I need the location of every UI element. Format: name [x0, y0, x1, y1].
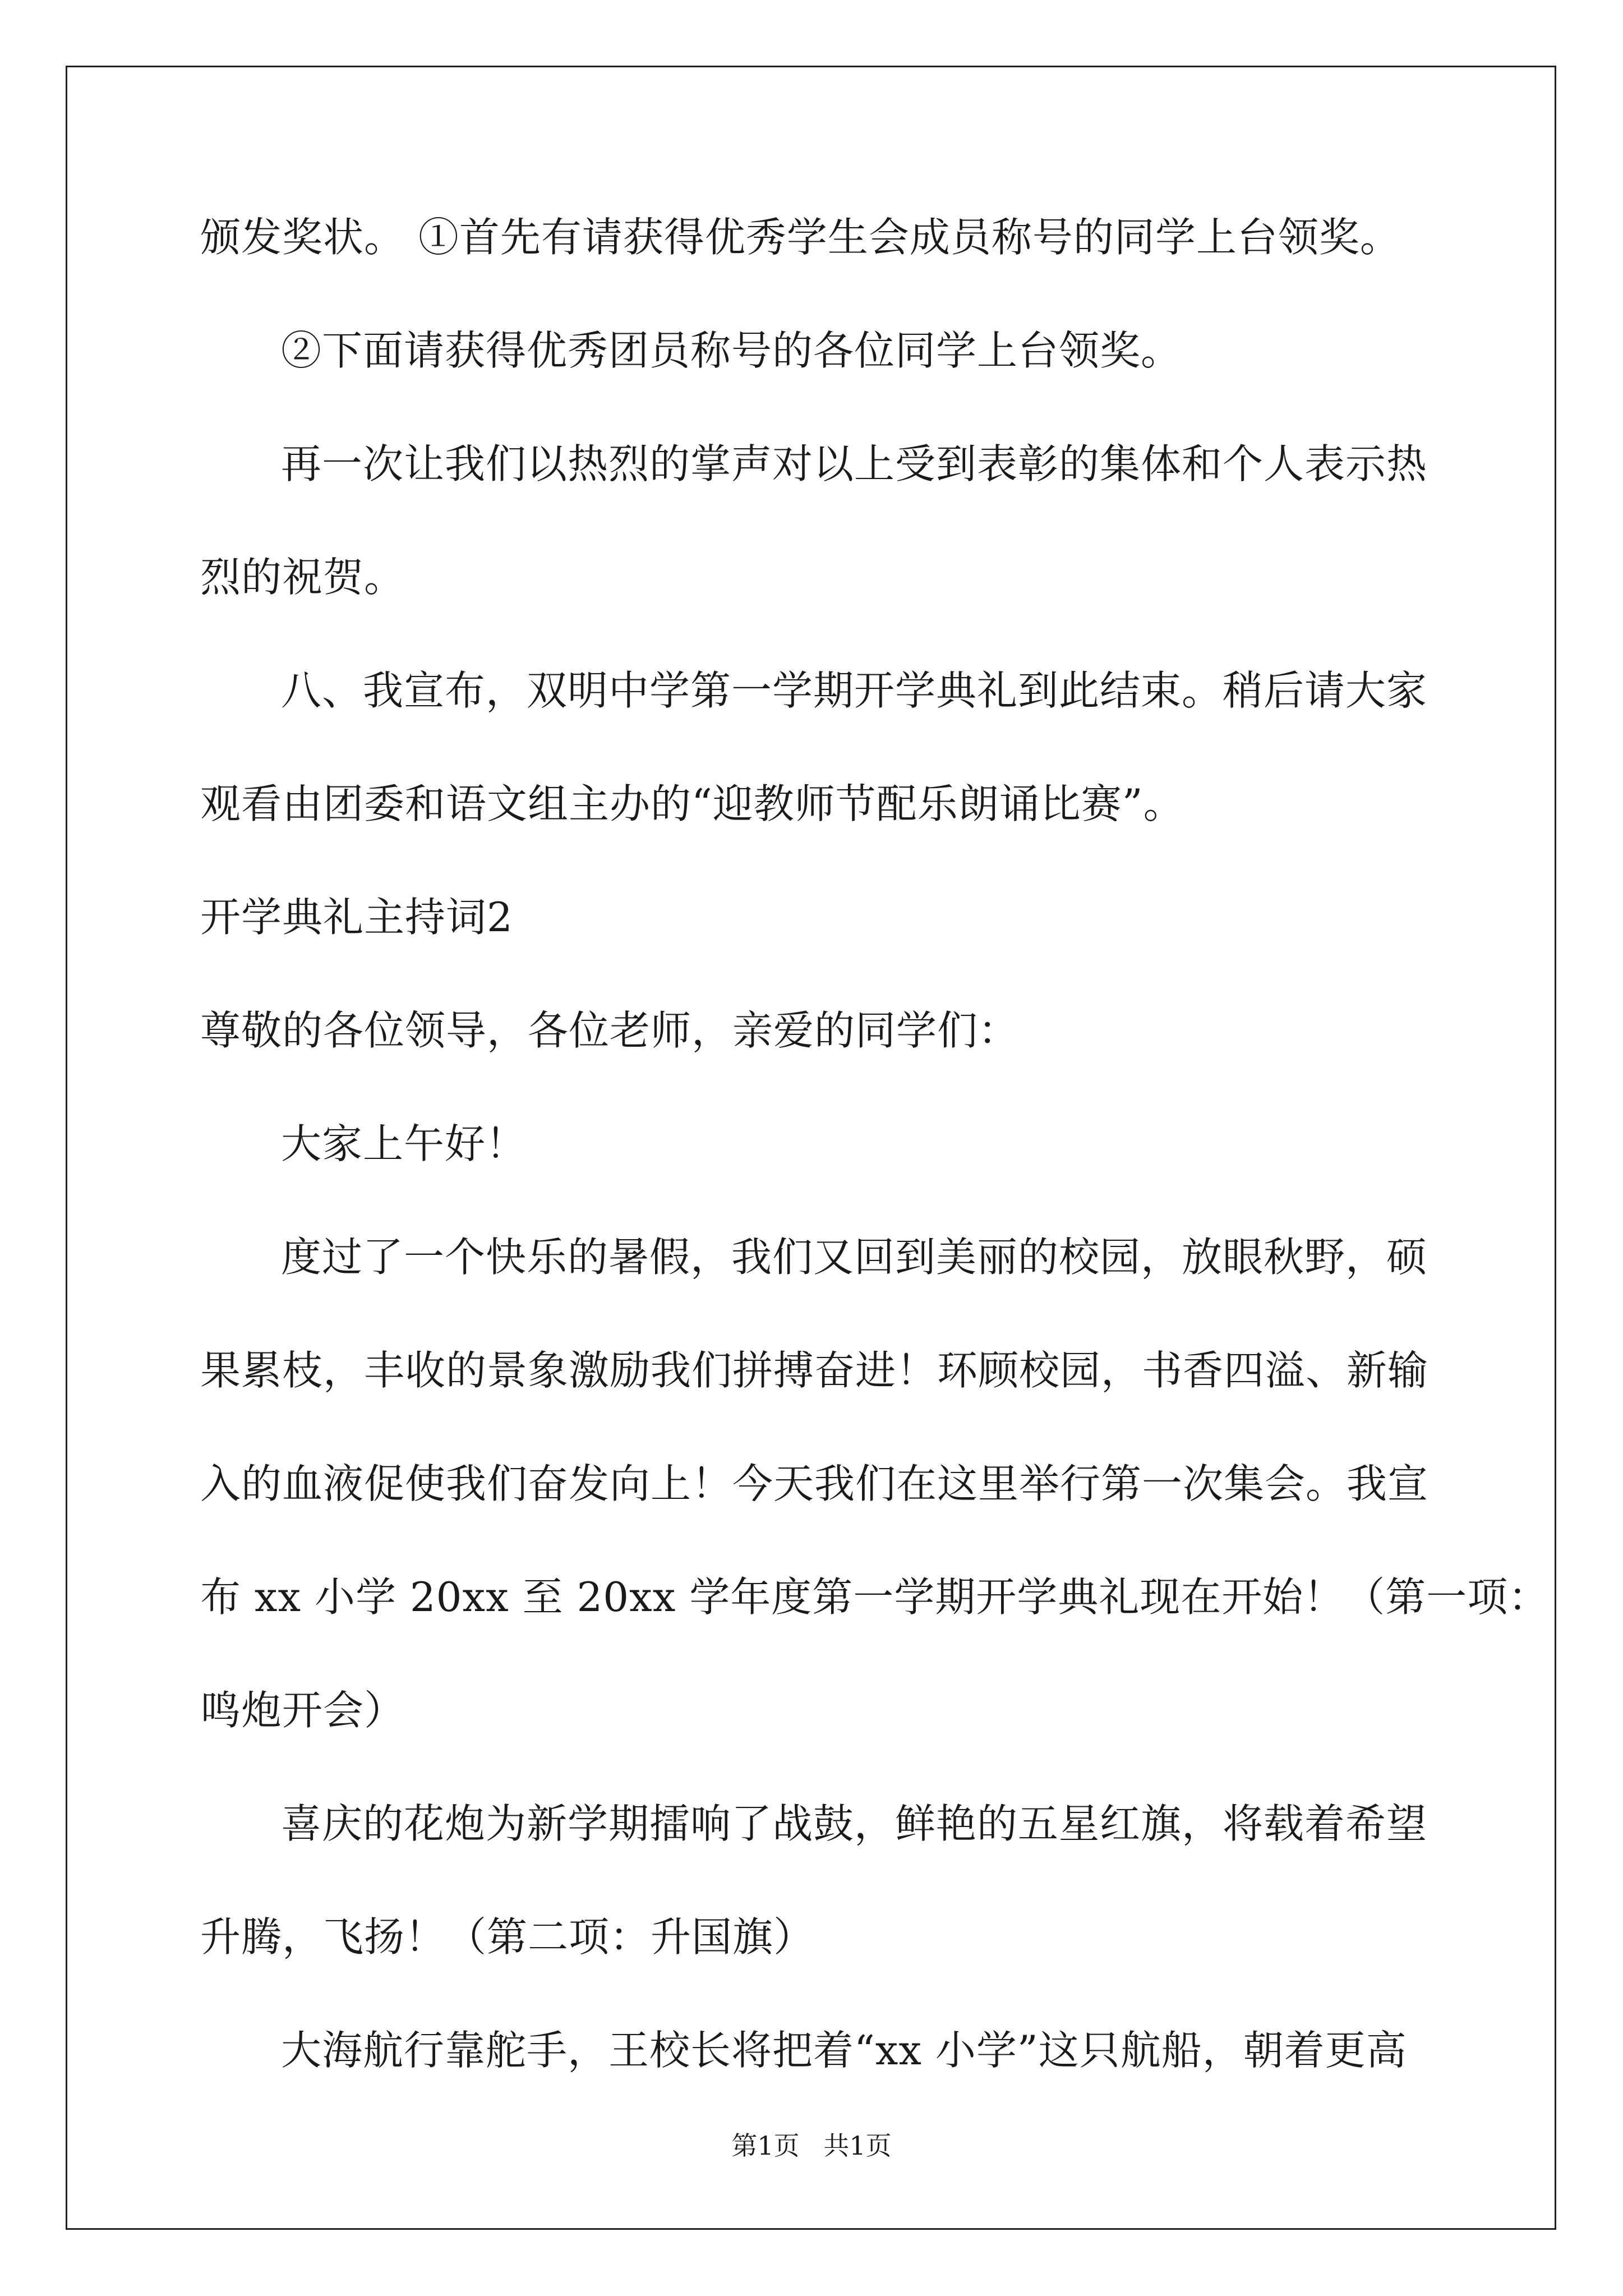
- section-heading: 开学典礼主持词2: [200, 894, 513, 941]
- paragraph-line: 鸣炮开会）: [200, 1687, 405, 1734]
- page-footer: [0, 2129, 1623, 2162]
- page-number: 第1页: [731, 2131, 800, 2161]
- paragraph-line: 喜庆的花炮为新学期擂响了战鼓，鲜艳的五星红旗，将载着希望: [281, 1800, 1428, 1847]
- paragraph-line: 观看由团委和语文组主办的“迎教师节配乐朗诵比赛”。: [200, 780, 1184, 827]
- paragraph-line: 大海航行靠舵手，王校长将把着“xx 小学”这只航船，朝着更高: [281, 2027, 1407, 2074]
- greeting: 大家上午好！: [281, 1120, 527, 1167]
- paragraph-line: 升腾，飞扬！（第二项：升国旗）: [200, 1913, 815, 1961]
- salutation: 尊敬的各位领导，各位老师，亲爱的同学们：: [200, 1007, 1020, 1054]
- paragraph-line: 烈的祝贺。: [200, 554, 405, 601]
- paragraph-line: 颁发奖状。 ①首先有请获得优秀学生会成员称号的同学上台领奖。: [200, 214, 1401, 261]
- paragraph-line: ②下面请获得优秀团员称号的各位同学上台领奖。: [281, 327, 1182, 374]
- page-total: 共1页: [823, 2131, 892, 2161]
- paragraph-line: 入的血液促使我们奋发向上！今天我们在这里举行第一次集会。我宣: [200, 1460, 1429, 1507]
- paragraph-line: 果累枝，丰收的景象激励我们拼搏奋进！环顾校园，书香四溢、新输: [200, 1347, 1429, 1394]
- paragraph-line: 度过了一个快乐的暑假，我们又回到美丽的校园，放眼秋野，硕: [281, 1234, 1428, 1281]
- paragraph-line: 再一次让我们以热烈的掌声对以上受到表彰的集体和个人表示热: [281, 440, 1428, 487]
- paragraph-line: 八、我宣布，双明中学第一学期开学典礼到此结束。稍后请大家: [281, 667, 1428, 714]
- paragraph-line: 布 xx 小学 20xx 至 20xx 学年度第一学期开学典礼现在开始！（第一项：: [200, 1573, 1550, 1621]
